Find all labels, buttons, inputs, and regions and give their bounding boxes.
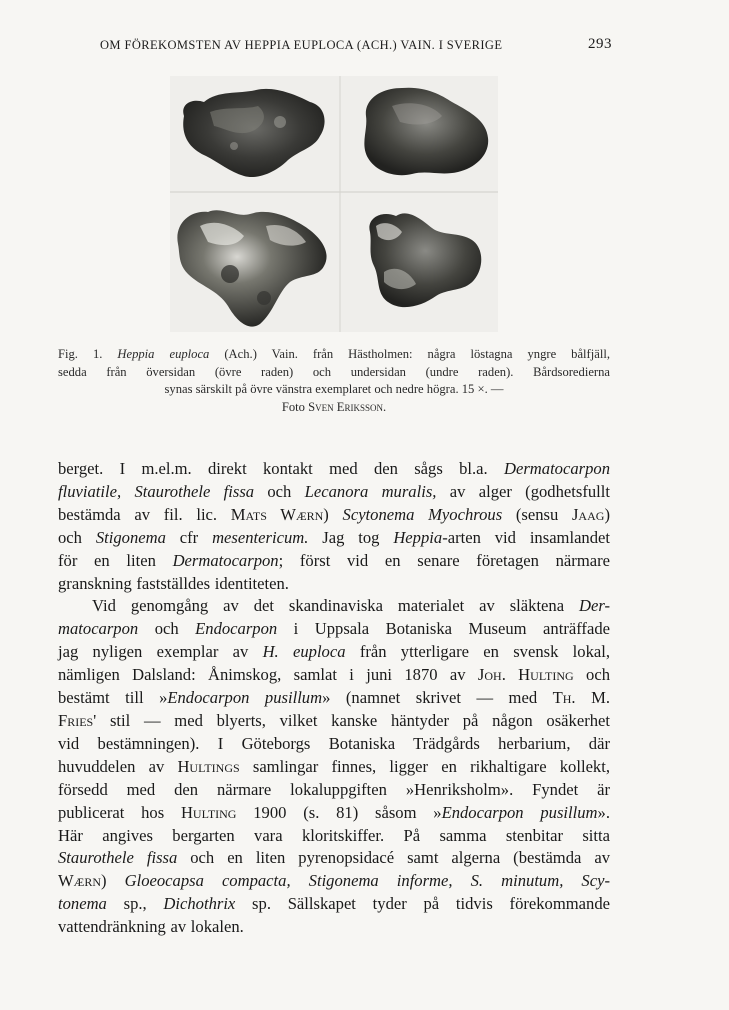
body-line: publicerat hos Hulting 1900 (s. 81) såsom »Endocarpon pusillum». <box>58 802 610 822</box>
running-title: OM FÖREKOMSTEN AV HEPPIA EUPLOCA (ACH.) VAIN. I SVERIGE <box>100 38 503 52</box>
lichen-specimen-photo <box>170 76 498 332</box>
body-line: Wærn) Gloeocapsa compacta, Stigonema informe, S. minutum, Scy- <box>58 871 610 891</box>
caption-line-3: synas särskilt på övre vänstra exemplaret och nedre högra. 15 ×. — <box>164 382 504 397</box>
body-line: Vid genomgång av det skandinaviska materialet av släktena Der- <box>92 596 610 616</box>
body-line: bestämt till »Endocarpon pusillum» (namnet skrivet — med Th. M. <box>58 688 610 708</box>
body-line: vattendränkning av lokalen. <box>58 917 244 937</box>
body-line: vid bestämningen). I Göteborgs Botaniska Trädgårds herbarium, där <box>58 733 610 753</box>
body-line: jag nyligen exemplar av H. euploca från ytterligare en svensk lokal, <box>58 642 610 662</box>
body-line: nämligen Dalsland: Ånimskog, samlat i juni 1870 av Joh. Hulting och <box>58 665 611 685</box>
body-line: Fries' stil — med blyerts, vilket kanske häntyder på någon osäkerhet <box>58 710 610 730</box>
body-line: granskning fastställdes identiteten. <box>58 573 289 593</box>
caption-line-1: Fig. 1. Heppia euploca (Ach.) Vain. från Hästholmen: några löstagna yngre bålfjäll, <box>58 347 610 361</box>
page-number: 293 <box>588 36 612 52</box>
body-line: fluviatile, Staurothele fissa och Lecanora muralis, av alger (godhetsfullt <box>58 481 610 501</box>
body-line: huvuddelen av Hultings samlingar finnes, ligger en rikhaltigare kollekt, <box>58 756 610 776</box>
running-header <box>100 38 612 56</box>
caption-credit: Foto Sven Eriksson. <box>281 399 387 414</box>
body-line: Här angives bergarten vara kloritskiffer. På samma stenbitar sitta <box>58 825 610 845</box>
body-line: och Stigonema cfr mesentericum. Jag tog Heppia-arten vid insamlandet <box>58 527 611 547</box>
body-line: Staurothele fissa och en liten pyrenopsidacé samt algerna (bestämda av <box>58 848 611 868</box>
body-line: försedd med den närmare lokaluppgiften »Henriksholm». Fyndet är <box>58 779 610 799</box>
figure-caption <box>58 346 610 416</box>
specimen-photo-grid <box>170 76 498 332</box>
body-line: bestämda av fil. lic. Mats Wærn) Scytonema Myochrous (sensu Jaag) <box>58 504 610 524</box>
caption-line-2: sedda från översidan (övre raden) och undersidan (undre raden). Bårdsoredierna <box>58 364 610 379</box>
body-line: för en liten Dermatocarpon; först vid en senare företagen närmare <box>58 550 610 570</box>
body-text <box>58 458 610 939</box>
body-line: berget. I m.el.m. direkt kontakt med den sågs bl.a. Dermatocarpon <box>58 459 610 478</box>
body-line: tonema sp., Dichothrix sp. Sällskapet tyder på tidvis förekommande <box>58 894 610 914</box>
body-line: matocarpon och Endocarpon i Uppsala Botaniska Museum anträffade <box>58 619 610 639</box>
